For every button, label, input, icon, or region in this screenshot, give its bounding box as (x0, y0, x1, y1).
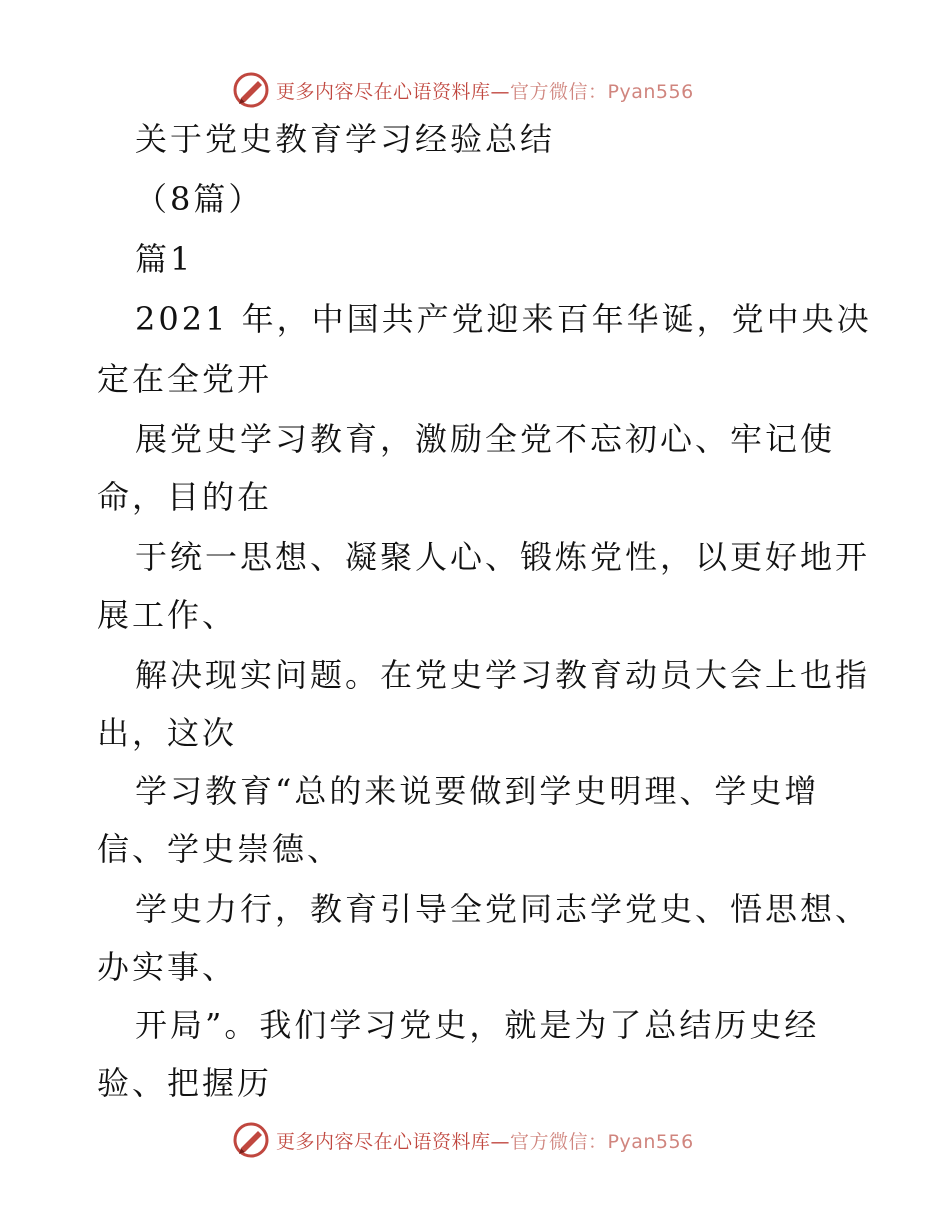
paragraph-line: 解决现实问题。在党史学习教育动员大会上也指 (135, 656, 871, 694)
paragraph-line: 定在全党开 (97, 360, 273, 398)
footer-banner (232, 1120, 694, 1160)
paragraph-line: 出，这次 (97, 714, 238, 752)
document-title: 关于党史教育学习经验总结 (135, 120, 556, 158)
paragraph-line: 验、把握历 (97, 1064, 273, 1102)
banner-wechat-text: 官方微信：Pyan556 (510, 80, 694, 103)
paragraph-line: 命，目的在 (97, 478, 273, 516)
pen-logo-icon (232, 71, 270, 109)
paragraph-line: 展工作、 (97, 596, 238, 634)
paragraph-line: 2021 年，中国共产党迎来百年华诞，党中央决 (135, 300, 872, 338)
paragraph-line: 开局”。我们学习党史，就是为了总结历史经 (135, 1006, 820, 1044)
paragraph-line: 办实事、 (97, 948, 238, 986)
header-banner (232, 70, 694, 110)
paragraph-line: 信、学史崇德、 (97, 830, 343, 868)
paragraph-line: 展党史学习教育，激励全党不忘初心、牢记使 (135, 420, 836, 458)
pen-logo-icon (232, 1121, 270, 1159)
document-subtitle: （8篇） (135, 180, 264, 218)
banner-site-text: 更多内容尽在心语资料库— (276, 80, 511, 103)
banner-wechat-text: 官方微信：Pyan556 (510, 1130, 694, 1153)
banner-site-text: 更多内容尽在心语资料库— (276, 1130, 511, 1153)
section-heading: 篇1 (135, 240, 194, 278)
paragraph-line: 学习教育“总的来说要做到学史明理、学史增 (135, 772, 820, 810)
paragraph-line: 于统一思想、凝聚人心、锻炼党性，以更好地开 (135, 538, 871, 576)
paragraph-line: 学史力行，教育引导全党同志学党史、悟思想、 (135, 890, 871, 928)
